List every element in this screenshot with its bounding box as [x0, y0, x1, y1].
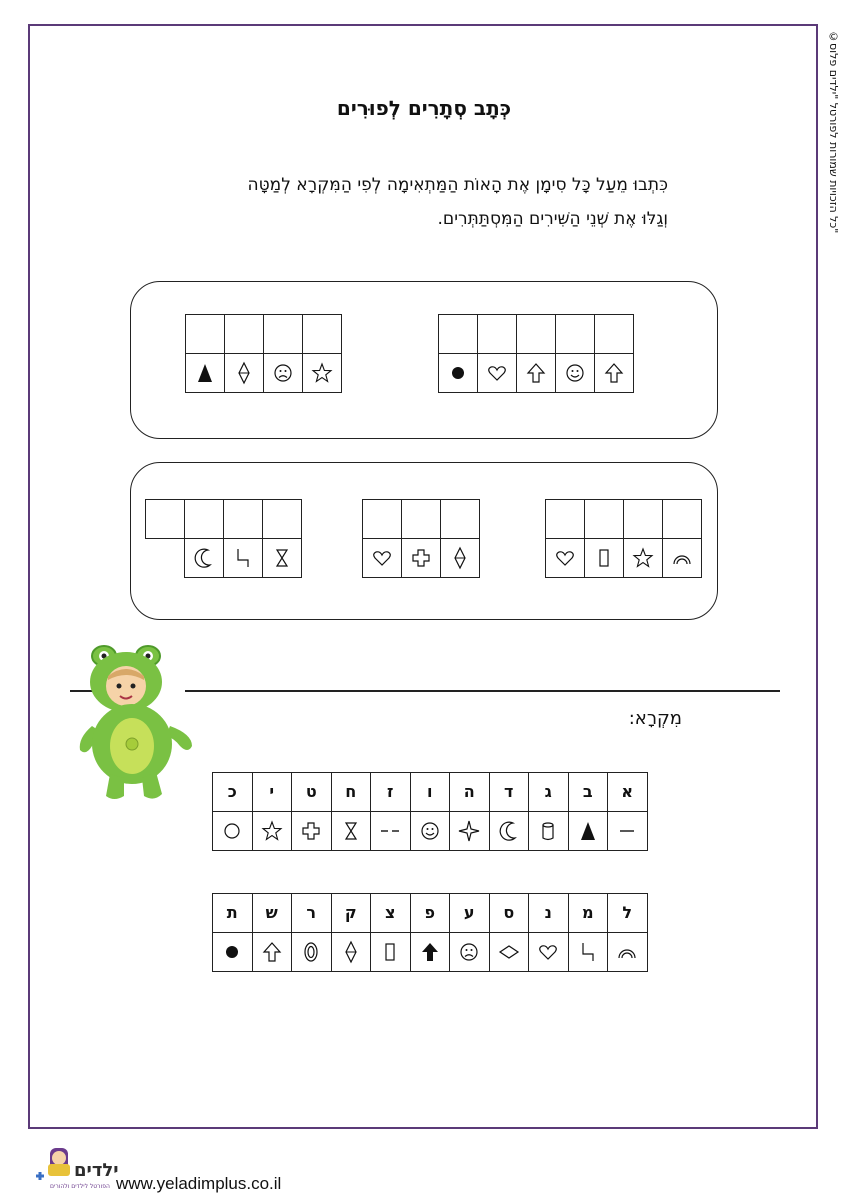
key-symbol	[252, 933, 292, 972]
answer-cell[interactable]	[402, 500, 441, 539]
answer-cell[interactable]	[595, 315, 634, 354]
key-symbol	[529, 933, 569, 972]
website-url[interactable]: www.yeladimplus.co.il	[116, 1174, 282, 1193]
key-symbol	[450, 933, 490, 972]
instruction-line-1: כִּתְבוּ מֵעַל כָּל סִימָן אֶת הָאוֹת הַמַּתְאִימָה לְפִי הַמִּקְרָא לְמַטָּה	[247, 175, 668, 195]
key-symbol	[292, 812, 332, 851]
key-letters-row	[213, 894, 648, 933]
rectangle-icon	[594, 548, 614, 568]
symbol-cell	[439, 354, 478, 393]
symbol-cell	[624, 539, 663, 578]
symbol-cell	[224, 539, 263, 578]
page-title: כְּתָב סְתָרִים לְפוּרִים	[336, 96, 512, 120]
key-letter: ה	[450, 773, 490, 812]
answer-cell[interactable]	[585, 500, 624, 539]
puzzle-word-1a	[438, 314, 634, 393]
cross-icon	[301, 821, 321, 841]
star-icon	[262, 821, 282, 841]
key-letter: כ	[213, 773, 253, 812]
key-letter: מ	[568, 894, 608, 933]
svg-text:ילדים: ילדים	[74, 1160, 119, 1181]
key-symbol	[568, 812, 608, 851]
svg-text:הפורטל לילדים ולהורים: הפורטל לילדים ולהורים	[50, 1183, 110, 1190]
step-icon	[233, 548, 253, 568]
key-symbols-row	[213, 933, 648, 972]
heart-icon	[372, 548, 392, 568]
smiley-icon	[420, 821, 440, 841]
hourglass-icon	[272, 548, 292, 568]
key-letter: פ	[410, 894, 450, 933]
diamond-narrow-icon	[450, 548, 470, 568]
key-letter: י	[252, 773, 292, 812]
answer-cell[interactable]	[264, 315, 303, 354]
symbol-cell	[585, 539, 624, 578]
symbol-row	[186, 354, 342, 393]
symbol-cell	[517, 354, 556, 393]
key-symbol	[252, 812, 292, 851]
symbol-cell	[663, 539, 702, 578]
symbol-cell	[441, 539, 480, 578]
symbol-cell	[263, 539, 302, 578]
copyright-note: ©כל הזכויות שמורות לפורטל "ילדים פלוס"	[827, 30, 840, 234]
arch-icon	[617, 942, 637, 962]
triangle-icon	[195, 363, 215, 383]
key-symbol	[489, 933, 529, 972]
heart-icon	[538, 942, 558, 962]
puzzle-word-2c	[145, 499, 302, 578]
arrow-up-filled-icon	[420, 942, 440, 962]
diamond-wide-icon	[499, 942, 519, 962]
cross-icon	[411, 548, 431, 568]
answer-cell[interactable]	[146, 500, 185, 539]
answer-cell[interactable]	[363, 500, 402, 539]
key-letter: ל	[608, 894, 648, 933]
diamond-narrow-icon	[341, 942, 361, 962]
answer-cell[interactable]	[185, 500, 224, 539]
key-symbol	[371, 933, 411, 972]
key-symbol	[608, 812, 648, 851]
frog-mascot-icon	[74, 646, 198, 802]
key-letter: ב	[568, 773, 608, 812]
step-icon	[578, 942, 598, 962]
key-symbol	[489, 812, 529, 851]
symbol-row	[146, 539, 302, 578]
key-letter: ד	[489, 773, 529, 812]
answer-cell[interactable]	[624, 500, 663, 539]
key-letter: נ	[529, 894, 569, 933]
star-icon	[312, 363, 332, 383]
answer-cell[interactable]	[663, 500, 702, 539]
symbol-cell	[186, 354, 225, 393]
key-letter: ס	[489, 894, 529, 933]
key-symbol	[410, 933, 450, 972]
answer-row	[146, 500, 302, 539]
key-table-1	[212, 772, 648, 851]
symbol-cell	[264, 354, 303, 393]
answer-cell[interactable]	[225, 315, 264, 354]
key-letter: א	[608, 773, 648, 812]
key-symbol	[450, 812, 490, 851]
key-table-2	[212, 893, 648, 972]
key-symbol	[410, 812, 450, 851]
instruction-line-2: וְגַלּוּ אֶת שְׁנֵי הַשִּׁירִים הַמִּסְתַּתְּרִים.	[437, 209, 668, 229]
answer-cell[interactable]	[439, 315, 478, 354]
puzzle-word-2a	[545, 499, 702, 578]
key-letters-row	[213, 773, 648, 812]
key-letter: ק	[331, 894, 371, 933]
key-letter: ע	[450, 894, 490, 933]
answer-cell[interactable]	[478, 315, 517, 354]
symbol-cell	[303, 354, 342, 393]
answer-cell[interactable]	[517, 315, 556, 354]
symbol-cell	[595, 354, 634, 393]
answer-cell[interactable]	[556, 315, 595, 354]
key-letter: ש	[252, 894, 292, 933]
answer-cell[interactable]	[441, 500, 480, 539]
symbol-row	[546, 539, 702, 578]
answer-row	[546, 500, 702, 539]
key-symbol	[529, 812, 569, 851]
symbol-cell	[556, 354, 595, 393]
answer-cell[interactable]	[303, 315, 342, 354]
symbol-cell	[185, 539, 224, 578]
star-icon	[633, 548, 653, 568]
dot-icon	[448, 363, 468, 383]
dash-icon	[617, 821, 637, 841]
sad-face-icon	[273, 363, 293, 383]
answer-cell[interactable]	[546, 500, 585, 539]
puzzle-word-1b	[185, 314, 342, 393]
cylinder-icon	[538, 821, 558, 841]
four-point-star-icon	[459, 821, 479, 841]
moon-icon	[499, 821, 519, 841]
key-letter: ח	[331, 773, 371, 812]
key-letter: ת	[213, 894, 253, 933]
instructions	[148, 168, 668, 236]
symbol-row	[363, 539, 480, 578]
sad-face-icon	[459, 942, 479, 962]
smiley-icon	[565, 363, 585, 383]
answer-row	[186, 315, 342, 354]
ring-icon	[301, 942, 321, 962]
hourglass-icon	[341, 821, 361, 841]
diamond-narrow-icon	[234, 363, 254, 383]
arrow-up-outline-icon	[262, 942, 282, 962]
arrow-up-outline-icon	[604, 363, 624, 383]
dot-icon	[222, 942, 242, 962]
symbol-cell	[363, 539, 402, 578]
arch-icon	[672, 548, 692, 568]
key-letter: ג	[529, 773, 569, 812]
symbol-row	[439, 354, 634, 393]
symbol-cell	[225, 354, 264, 393]
key-symbol	[568, 933, 608, 972]
divider-right	[185, 690, 780, 692]
key-symbol	[213, 933, 253, 972]
key-letter: ט	[292, 773, 332, 812]
symbol-cell	[478, 354, 517, 393]
puzzle-word-2b	[362, 499, 480, 578]
key-symbol	[292, 933, 332, 972]
double-dash-icon	[380, 821, 400, 841]
answer-cell[interactable]	[186, 315, 225, 354]
key-symbols-row	[213, 812, 648, 851]
symbol-cell	[546, 539, 585, 578]
key-letter: ר	[292, 894, 332, 933]
answer-cell[interactable]	[263, 500, 302, 539]
key-symbol	[331, 812, 371, 851]
moon-icon	[194, 548, 214, 568]
circle-icon	[222, 821, 242, 841]
key-symbol	[608, 933, 648, 972]
arrow-up-outline-icon	[526, 363, 546, 383]
answer-row	[439, 315, 634, 354]
triangle-icon	[578, 821, 598, 841]
heart-icon	[487, 363, 507, 383]
answer-cell[interactable]	[224, 500, 263, 539]
key-letter: ו	[410, 773, 450, 812]
key-label: מִקְרָא:	[628, 708, 682, 729]
yeladim-logo-icon	[30, 1146, 119, 1192]
answer-row	[363, 500, 480, 539]
key-letter: ז	[371, 773, 411, 812]
key-symbol	[331, 933, 371, 972]
key-symbol	[213, 812, 253, 851]
heart-icon	[555, 548, 575, 568]
key-symbol	[371, 812, 411, 851]
key-letter: צ	[371, 894, 411, 933]
rectangle-icon	[380, 942, 400, 962]
symbol-cell	[402, 539, 441, 578]
